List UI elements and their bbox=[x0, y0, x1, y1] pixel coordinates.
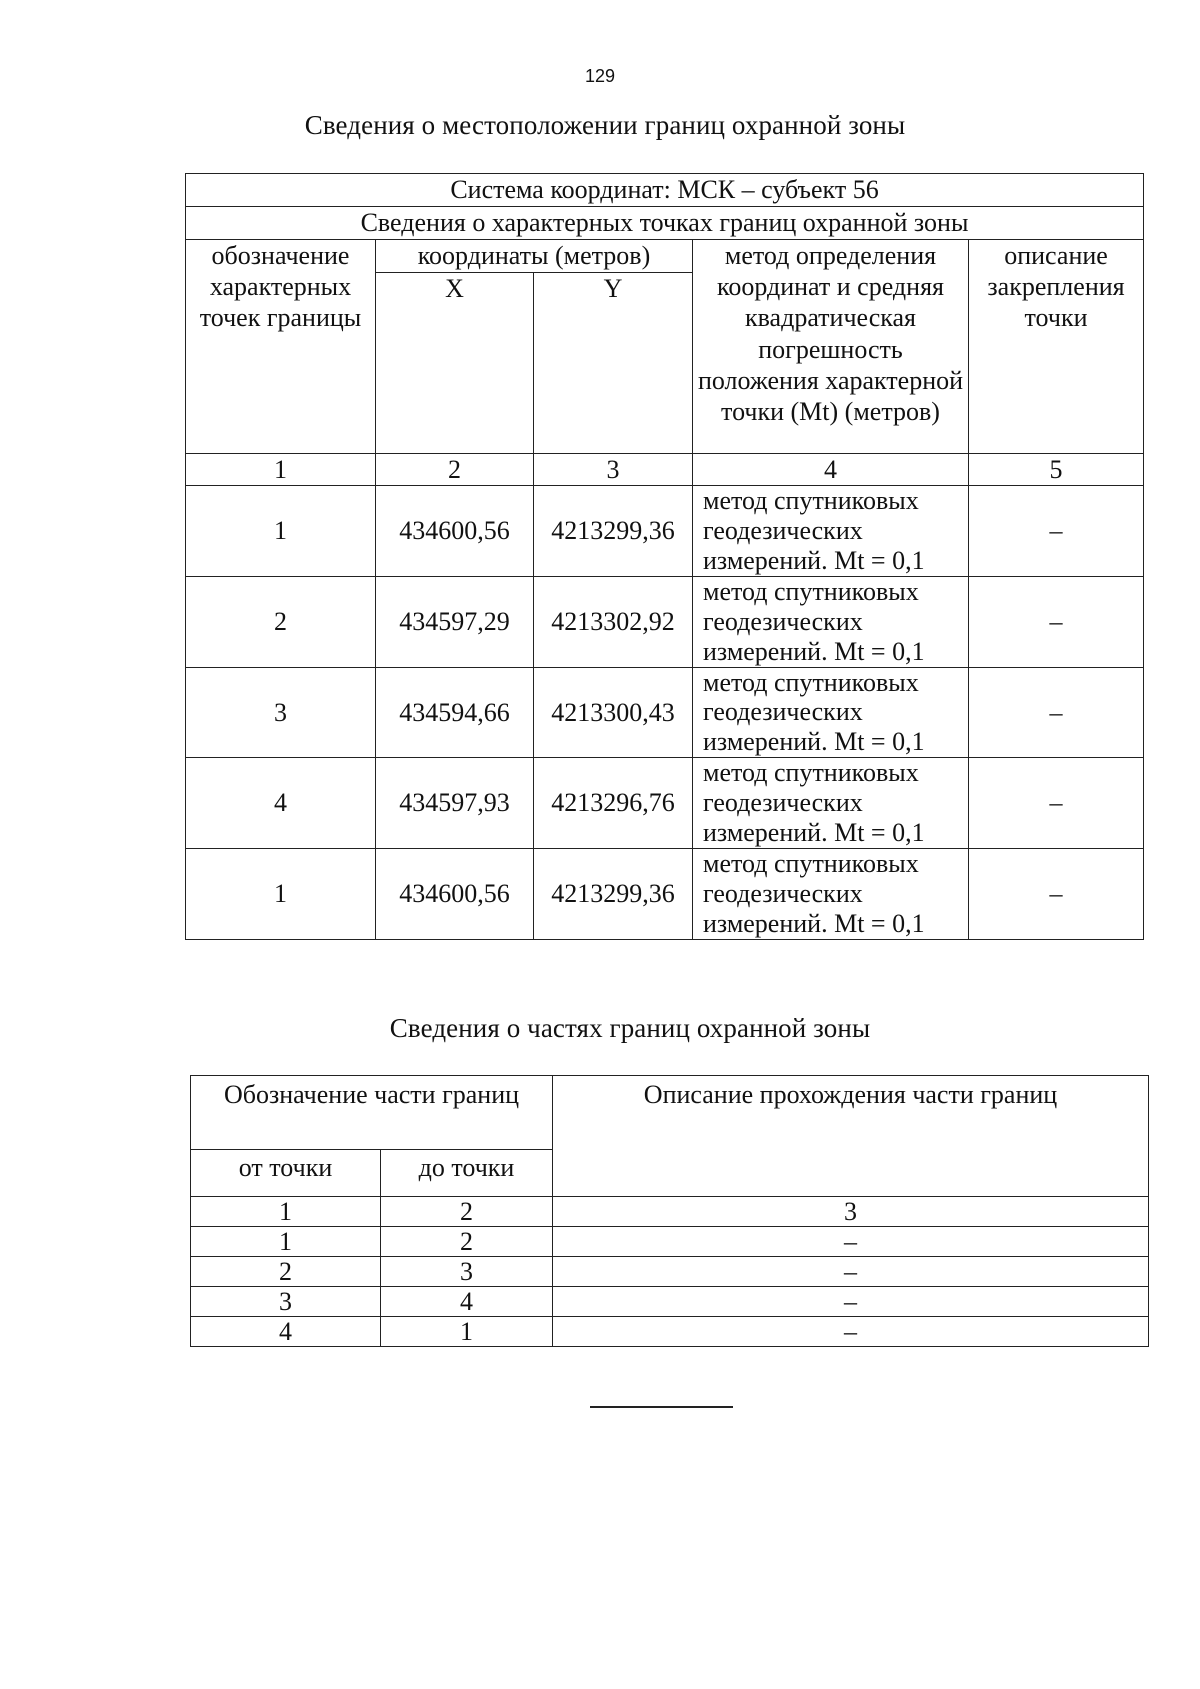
col-coordinates: координаты (метров) bbox=[376, 240, 693, 273]
table-row bbox=[191, 1257, 1149, 1287]
description-value: – bbox=[969, 758, 1144, 849]
column-numbers-row bbox=[186, 454, 1144, 486]
table-row bbox=[186, 576, 1144, 667]
column-number: 3 bbox=[553, 1197, 1149, 1227]
column-number: 1 bbox=[186, 454, 376, 486]
table-row bbox=[191, 1227, 1149, 1257]
part-description: – bbox=[553, 1287, 1149, 1317]
method-text: метод спутниковых bbox=[703, 486, 919, 516]
method-text: геодезических bbox=[703, 788, 863, 818]
to-point: 3 bbox=[381, 1257, 553, 1287]
x-value: 434597,29 bbox=[376, 576, 534, 667]
column-number: 1 bbox=[191, 1197, 381, 1227]
parts-title: Сведения о частях границ охранной зоны bbox=[389, 1013, 871, 1043]
column-number: 2 bbox=[376, 454, 534, 486]
coordinate-system-header: Система координат: МСК – субъект 56 bbox=[186, 174, 1144, 207]
table-row bbox=[186, 667, 1144, 758]
table-row bbox=[186, 486, 1144, 577]
method-text: измерений. Mt = 0,1 bbox=[703, 908, 925, 938]
method-cell bbox=[693, 667, 969, 758]
part-description: – bbox=[553, 1227, 1149, 1257]
to-point: 2 bbox=[381, 1227, 553, 1257]
method-text: метод спутниковых bbox=[703, 848, 919, 878]
col-part-description: Описание прохождения части границ bbox=[553, 1076, 1149, 1197]
method-cell bbox=[693, 758, 969, 849]
method-text: геодезических bbox=[703, 697, 863, 727]
from-point: 4 bbox=[191, 1317, 381, 1347]
method-text: метод спутниковых bbox=[703, 576, 919, 606]
column-number: 4 bbox=[693, 454, 969, 486]
from-point: 2 bbox=[191, 1257, 381, 1287]
table-row bbox=[186, 848, 1144, 939]
method-text: измерений. Mt = 0,1 bbox=[703, 636, 925, 666]
col-y: Y bbox=[534, 273, 693, 454]
col-from-point: от точки bbox=[191, 1150, 381, 1197]
table-row bbox=[191, 1317, 1149, 1347]
points-header: Сведения о характерных точках границ охранной зоны bbox=[186, 207, 1144, 240]
description-value: – bbox=[969, 667, 1144, 758]
y-value: 4213302,92 bbox=[534, 576, 693, 667]
table-row bbox=[191, 1287, 1149, 1317]
from-point: 3 bbox=[191, 1287, 381, 1317]
x-value: 434600,56 bbox=[376, 486, 534, 577]
col-description: описание закрепления точки bbox=[969, 240, 1144, 454]
x-value: 434600,56 bbox=[376, 848, 534, 939]
y-value: 4213296,76 bbox=[534, 758, 693, 849]
part-description: – bbox=[553, 1257, 1149, 1287]
y-value: 4213299,36 bbox=[534, 486, 693, 577]
point-number: 4 bbox=[186, 758, 376, 849]
table-row bbox=[186, 758, 1144, 849]
page-number: 129 bbox=[584, 66, 616, 86]
method-text: геодезических bbox=[703, 606, 863, 636]
y-value: 4213299,36 bbox=[534, 848, 693, 939]
y-value: 4213300,43 bbox=[534, 667, 693, 758]
description-value: – bbox=[969, 576, 1144, 667]
method-text: измерений. Mt = 0,1 bbox=[703, 545, 925, 575]
method-text: метод спутниковых bbox=[703, 667, 919, 697]
method-cell bbox=[693, 486, 969, 577]
point-number: 2 bbox=[186, 576, 376, 667]
method-text: геодезических bbox=[703, 878, 863, 908]
from-point: 1 bbox=[191, 1227, 381, 1257]
end-divider bbox=[590, 1406, 733, 1408]
column-number: 2 bbox=[381, 1197, 553, 1227]
col-point-designation: обозначение характерных точек границы bbox=[186, 240, 376, 454]
location-title: Сведения о местоположении границ охранной зоны bbox=[304, 110, 906, 140]
coordinates-table bbox=[185, 173, 1144, 940]
method-cell bbox=[693, 576, 969, 667]
to-point: 1 bbox=[381, 1317, 553, 1347]
column-number: 3 bbox=[534, 454, 693, 486]
part-description: – bbox=[553, 1317, 1149, 1347]
col-part-designation: Обозначение части границ bbox=[191, 1076, 553, 1150]
description-value: – bbox=[969, 848, 1144, 939]
point-number: 1 bbox=[186, 486, 376, 577]
x-value: 434594,66 bbox=[376, 667, 534, 758]
method-text: измерений. Mt = 0,1 bbox=[703, 817, 925, 847]
column-numbers-row bbox=[191, 1197, 1149, 1227]
x-value: 434597,93 bbox=[376, 758, 534, 849]
method-text: измерений. Mt = 0,1 bbox=[703, 727, 925, 757]
method-text: геодезических bbox=[703, 516, 863, 546]
point-number: 1 bbox=[186, 848, 376, 939]
method-cell bbox=[693, 848, 969, 939]
col-to-point: до точки bbox=[381, 1150, 553, 1197]
method-text: метод спутниковых bbox=[703, 758, 919, 788]
boundary-parts-table bbox=[190, 1075, 1149, 1347]
column-number: 5 bbox=[969, 454, 1144, 486]
col-method: метод определения координат и средняя квадратическая погрешность положения характерной точки (Mt) (метров) bbox=[693, 240, 969, 454]
description-value: – bbox=[969, 486, 1144, 577]
col-x: X bbox=[376, 273, 534, 454]
point-number: 3 bbox=[186, 667, 376, 758]
to-point: 4 bbox=[381, 1287, 553, 1317]
